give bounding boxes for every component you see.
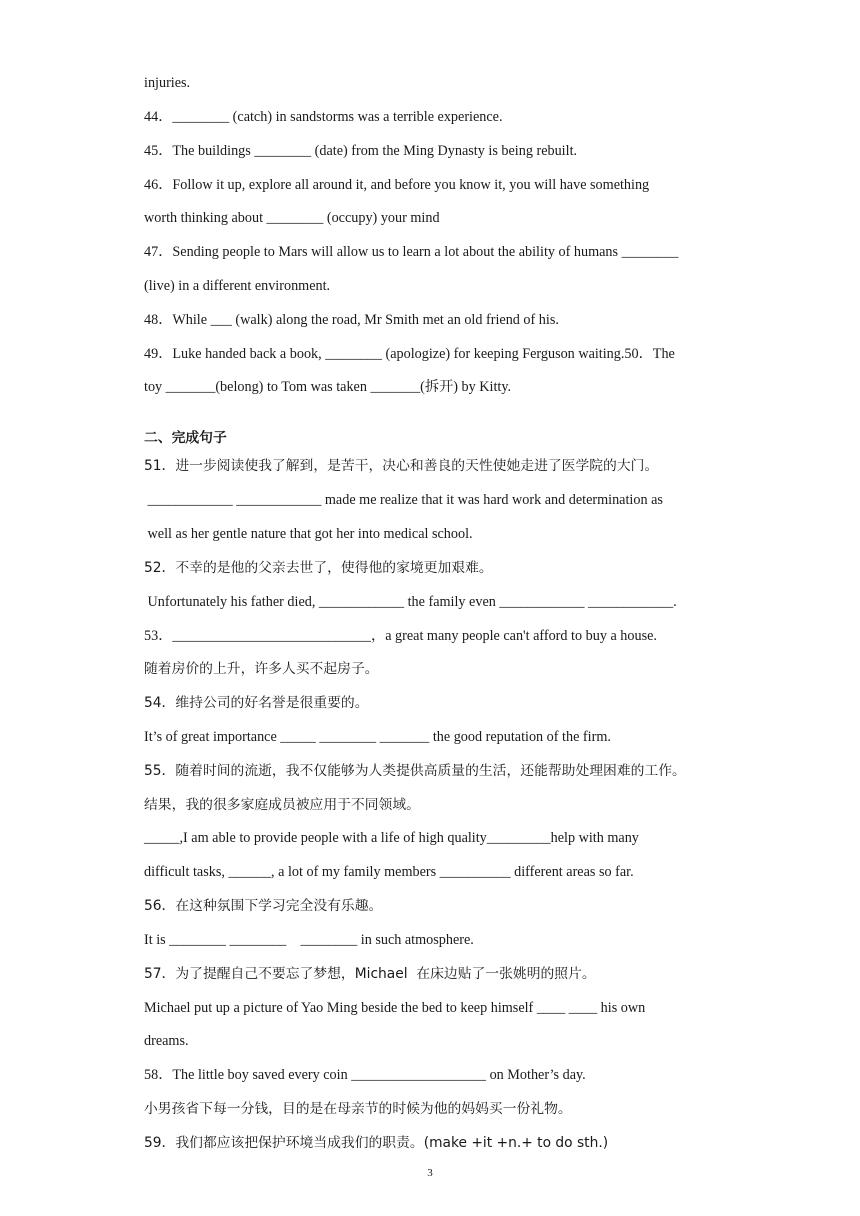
text-line: _____,I am able to provide people with a life of high quality_________help with many xyxy=(144,830,639,846)
text-line: toy _______(belong) to Tom was taken _______(拆开) by Kitty. xyxy=(144,379,512,395)
question-54: 54．维持公司的好名誉是很重要的。 xyxy=(144,695,369,711)
question-56: 56．在这种氛围下学习完全没有乐趣。 xyxy=(144,898,383,914)
text-line: injuries. xyxy=(144,75,191,91)
text-line: worth thinking about ________ (occupy) your mind xyxy=(144,210,440,226)
text-line: Michael put up a picture of Yao Ming beside the bed to keep himself ____ ____ his own xyxy=(144,1000,646,1016)
question-57: 57．为了提醒自己不要忘了梦想，Michael 在床边贴了一张姚明的照片。 xyxy=(144,966,596,982)
text-line: dreams. xyxy=(144,1033,189,1049)
question-46: 46．Follow it up, explore all around it, and before you know it, you will have something xyxy=(144,177,650,193)
text-line: 结果，我的很多家庭成员被应用于不同领域。 xyxy=(144,797,420,813)
section-heading: 二、完成句子 xyxy=(144,430,227,446)
question-59: 59．我们都应该把保护环境当成我们的职责。(make +it +n.+ to do sth.) xyxy=(144,1135,609,1151)
text-line: 小男孩省下每一分钱，目的是在母亲节的时候为他的妈妈买一份礼物。 xyxy=(144,1101,572,1117)
question-53: 53．____________________________，a great many people can't afford to buy a house. xyxy=(144,628,657,644)
question-51: 51．进一步阅读使我了解到，是苦干，决心和善良的天性使她走进了医学院的大门。 xyxy=(144,458,659,474)
question-48: 48．While ___ (walk) along the road, Mr Smith met an old friend of his. xyxy=(144,312,559,328)
text-line: Unfortunately his father died, ____________ the family even ____________ ____________. xyxy=(144,594,677,610)
question-49: 49．Luke handed back a book, ________ (apologize) for keeping Ferguson waiting.50．The xyxy=(144,346,675,362)
text-line: ____________ ____________ made me realize that it was hard work and determination as xyxy=(144,492,663,508)
question-45: 45．The buildings ________ (date) from the Ming Dynasty is being rebuilt. xyxy=(144,143,578,159)
text-line: It’s of great importance _____ ________ _______ the good reputation of the firm. xyxy=(144,729,611,745)
question-44: 44．________ (catch) in sandstorms was a terrible experience. xyxy=(144,109,503,125)
text-line: well as her gentle nature that got her into medical school. xyxy=(144,526,473,542)
page-number: 3 xyxy=(427,1167,433,1179)
text-line: (live) in a different environment. xyxy=(144,278,331,294)
question-52: 52．不幸的是他的父亲去世了，使得他的家境更加艰难。 xyxy=(144,560,493,576)
question-47: 47．Sending people to Mars will allow us to learn a lot about the ability of humans ________ xyxy=(144,244,679,260)
question-55: 55．随着时间的流逝，我不仅能够为人类提供高质量的生活，还能帮助处理困难的工作。 xyxy=(144,763,686,779)
text-line: difficult tasks, ______, a lot of my family members __________ different areas so far. xyxy=(144,864,634,880)
question-58: 58．The little boy saved every coin ___________________ on Mother’s day. xyxy=(144,1067,586,1083)
text-line: 随着房价的上升，许多人买不起房子。 xyxy=(144,661,379,677)
text-line: It is ________ ________ ________ in such atmosphere. xyxy=(144,932,474,948)
